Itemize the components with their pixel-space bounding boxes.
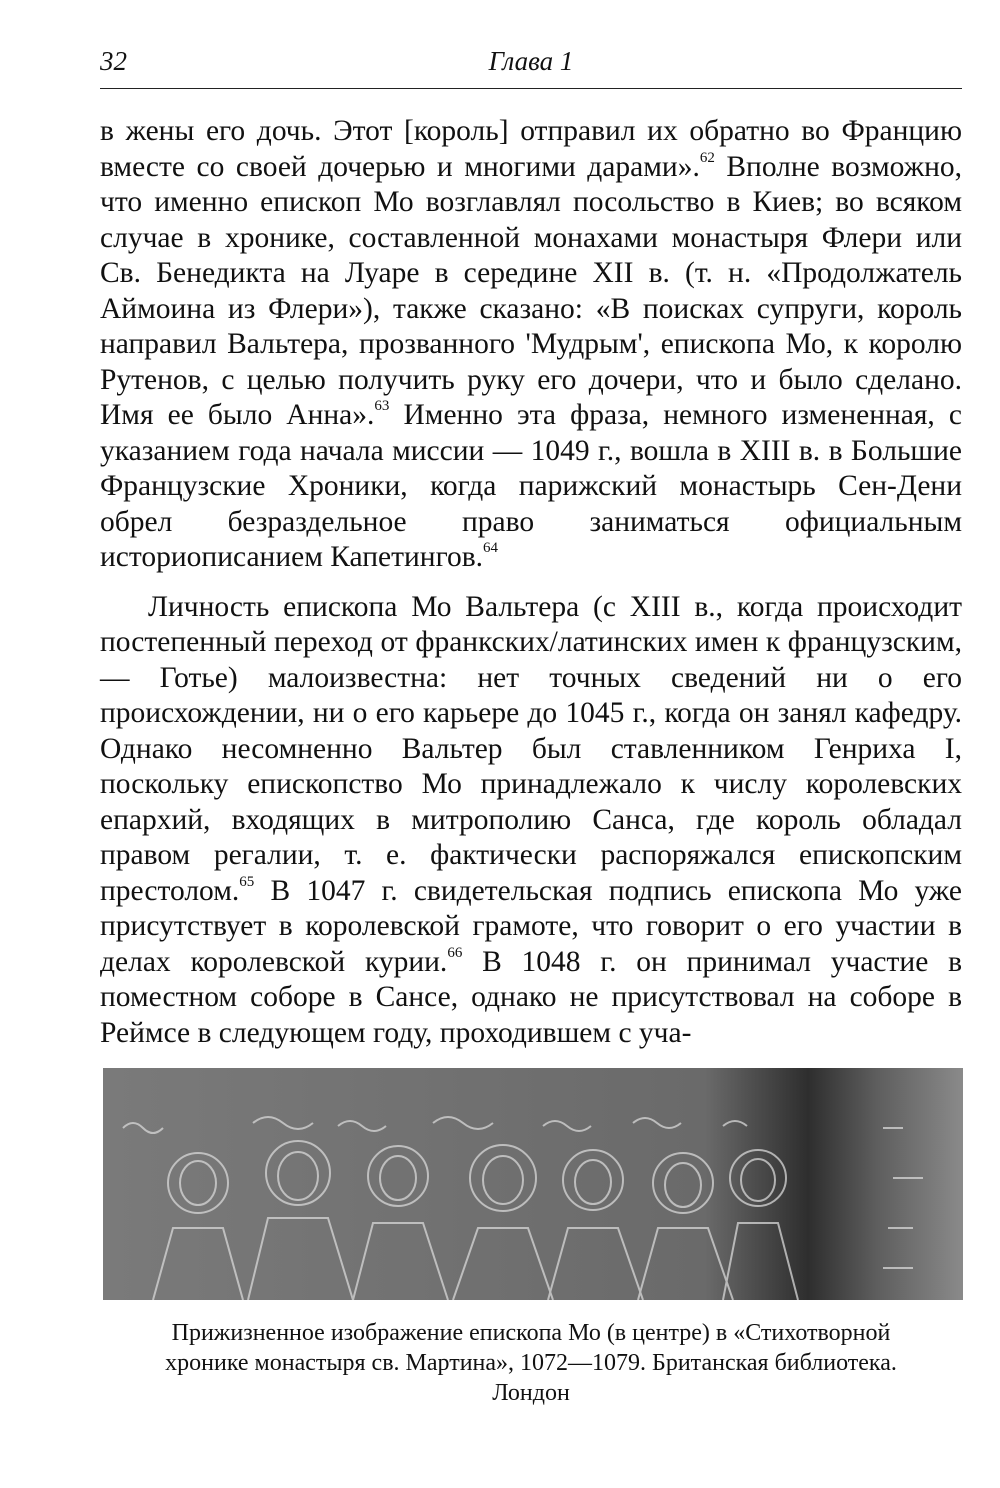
manuscript-drawing [103,1068,963,1300]
paragraph-2-text-c: В 1048 г. он принимал участие в поместном соборе в Сансе, однако не присутствовал на соборе в Реймсе в следующем году, проходившем с уча- [100,945,962,1049]
caption-line-2: хронике монастыря св. Мартина», 1072—1079. Британская библиотека. [165,1350,897,1376]
footnote-ref-64: 64 [483,540,499,556]
paragraph-1-text-c: Именно эта фраза, немного измененная, с указанием года начала миссии — 1049 г., вошла в XIII в. в Большие Французские Хроники, когда парижский монастырь Сен-Дени обрел безраздельное право заниматься официальным историописанием Капетингов. [100,399,962,573]
footnote-ref-63: 63 [374,398,390,414]
header-rule [100,88,962,89]
footnote-ref-62: 62 [699,149,715,166]
paragraph-1-text-b: Вполне возможно, что именно епископ Мо возглавлял посольство в Киев; во всяком случае в хронике, составленной монахами монастыря Флери или Св. Бенедикта на Луаре в середине XII в. (т. н. «Продолжатель Аймоина из Флери»), также сказано: «В поисках супруги, король направил Вальтера, прозванного 'Мудрым', епископа Мо, к королю Рутенов, с целью получить руку его дочери, что и было сделано. Имя ее было Анна». [100,150,962,431]
caption-line-1: Прижизненное изображение епископа Мо (в центре) в «Стихотворной [171,1320,891,1346]
paragraph-2 [100,590,962,1052]
body-text [100,114,962,1051]
paragraph-2-text-b: В 1047 г. свидетельская подпись епископа Мо уже присутствует в королевской грамоте, что говорит о его участии в делах королевской курии. [100,874,962,978]
paragraph-1-text-a: в жены его дочь. Этот [король] отправил их обратно во Францию вместе со своей дочерью и многими дарами». [100,115,962,183]
paragraph-1 [100,114,962,576]
manuscript-illustration [103,1068,963,1300]
caption-line-3: Лондон [492,1380,570,1406]
footnote-ref-66: 66 [447,944,463,961]
figure-caption [100,1318,962,1408]
running-header [100,46,962,82]
paragraph-2-text-a: Личность епископа Мо Вальтера (с XIII в., когда происходит постепенный переход от франкских/латинских имен к французским, — Готье) малоизвестна: нет точных сведений ни о его происхождении, ни о его карьере до 1045 г., когда он занял кафедру. Однако несомненно Вальтер был ставленником Генриха I, поскольку епископство Мо принадлежало к числу королевских епархий, входящих в митрополию Санса, где король обладал правом регалии, т. е. фактически распоряжался епископским престолом. [100,590,962,907]
footnote-ref-65: 65 [239,873,255,890]
chapter-title: Глава 1 [488,46,574,76]
page-number: 32 [100,46,127,76]
